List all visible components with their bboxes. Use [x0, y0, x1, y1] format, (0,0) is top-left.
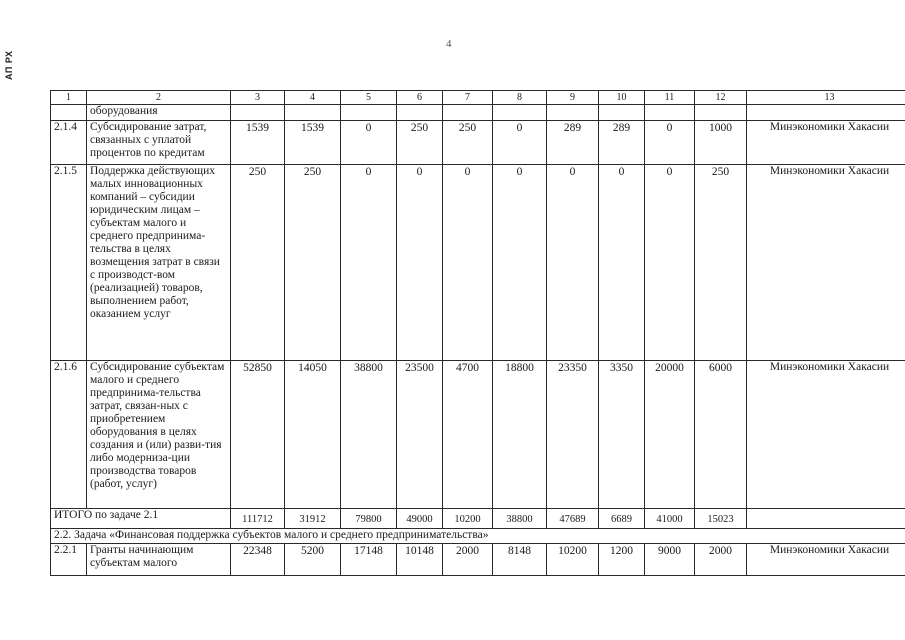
value-cell: 289 — [547, 121, 599, 165]
value-cell: 23350 — [547, 361, 599, 509]
value-cell: 1539 — [285, 121, 341, 165]
task-heading: 2.2. Задача «Финансовая поддержка субъектов малого и среднего предпринимательства» — [51, 529, 905, 544]
value-cell: 10200 — [547, 544, 599, 576]
value-cell: 9000 — [645, 544, 695, 576]
total-value: 31912 — [285, 509, 341, 529]
total-row — [51, 509, 905, 529]
value-cell: 0 — [443, 165, 493, 361]
value-cell: 10148 — [397, 544, 443, 576]
value-cell: 250 — [695, 165, 747, 361]
total-value: 38800 — [493, 509, 547, 529]
header-cell: 4 — [285, 91, 341, 105]
value-cell: 52850 — [231, 361, 285, 509]
header-cell: 11 — [645, 91, 695, 105]
row-number — [51, 105, 87, 121]
continuation-row — [51, 105, 905, 121]
header-cell: 13 — [747, 91, 905, 105]
value-cell: 23500 — [397, 361, 443, 509]
value-cell: 250 — [443, 121, 493, 165]
value-cell: 17148 — [341, 544, 397, 576]
table-row-2-1-5 — [51, 165, 905, 361]
value-cell: 2000 — [443, 544, 493, 576]
header-cell: 10 — [599, 91, 645, 105]
value-cell: 2000 — [695, 544, 747, 576]
total-label: ИТОГО по задаче 2.1 — [51, 509, 231, 529]
value-cell: 0 — [341, 121, 397, 165]
value-cell: 250 — [285, 165, 341, 361]
header-cell: 7 — [443, 91, 493, 105]
executor-cell: Минэкономики Хакасии — [747, 121, 905, 165]
value-cell: 1200 — [599, 544, 645, 576]
value-cell: 250 — [231, 165, 285, 361]
value-cell: 14050 — [285, 361, 341, 509]
table-row-2-2-1 — [51, 544, 905, 576]
value-cell: 0 — [493, 121, 547, 165]
budget-table — [50, 90, 905, 576]
side-mark: АП РХ — [4, 50, 14, 80]
value-cell: 3350 — [599, 361, 645, 509]
header-cell: 3 — [231, 91, 285, 105]
table-row-2-1-6 — [51, 361, 905, 509]
value-cell: 0 — [645, 165, 695, 361]
value-cell: 250 — [397, 121, 443, 165]
header-cell: 12 — [695, 91, 747, 105]
value-cell: 0 — [493, 165, 547, 361]
total-value: 41000 — [645, 509, 695, 529]
total-value: 6689 — [599, 509, 645, 529]
header-cell: 9 — [547, 91, 599, 105]
row-number: 2.1.4 — [51, 121, 87, 165]
total-value: 49000 — [397, 509, 443, 529]
value-cell: 0 — [341, 165, 397, 361]
header-cell: 6 — [397, 91, 443, 105]
executor-cell: Минэкономики Хакасии — [747, 165, 905, 361]
total-value: 79800 — [341, 509, 397, 529]
value-cell: 6000 — [695, 361, 747, 509]
total-value: 15023 — [695, 509, 747, 529]
executor-cell: Минэкономики Хакасии — [747, 544, 905, 576]
row-number: 2.1.6 — [51, 361, 87, 509]
total-value: 111712 — [231, 509, 285, 529]
value-cell: 20000 — [645, 361, 695, 509]
row-description: Поддержка действующих малых инновационных компаний – субсидии юридическим лицам – субъектам малого и среднего предпринима-тельства в целях возмещения затрат в связи с производст-вом (реализацией) товаров, выполнением работ, оказанием услуг — [87, 165, 231, 361]
row-description: оборудования — [87, 105, 231, 121]
value-cell: 289 — [599, 121, 645, 165]
row-description: Субсидирование субъектам малого и среднего предпринима-тельства затрат, связан-ных с приобретением оборудования в целях создания и (или) разви-тия либо модерниза-ции производства товаров (работ, услуг) — [87, 361, 231, 509]
task-2-2-row — [51, 529, 905, 544]
value-cell: 0 — [397, 165, 443, 361]
row-number: 2.2.1 — [51, 544, 87, 576]
total-value: 10200 — [443, 509, 493, 529]
row-number: 2.1.5 — [51, 165, 87, 361]
value-cell: 0 — [547, 165, 599, 361]
table-row-2-1-4 — [51, 121, 905, 165]
header-row — [51, 91, 905, 105]
header-cell: 1 — [51, 91, 87, 105]
value-cell: 0 — [645, 121, 695, 165]
value-cell: 8148 — [493, 544, 547, 576]
row-description: Субсидирование затрат, связанных с уплатой процентов по кредитам — [87, 121, 231, 165]
value-cell: 1000 — [695, 121, 747, 165]
total-executor — [747, 509, 905, 529]
value-cell: 5200 — [285, 544, 341, 576]
header-cell: 2 — [87, 91, 231, 105]
row-description: Гранты начинающим субъектам малого — [87, 544, 231, 576]
value-cell: 0 — [599, 165, 645, 361]
value-cell: 1539 — [231, 121, 285, 165]
value-cell: 18800 — [493, 361, 547, 509]
header-cell: 8 — [493, 91, 547, 105]
header-cell: 5 — [341, 91, 397, 105]
value-cell: 4700 — [443, 361, 493, 509]
value-cell: 22348 — [231, 544, 285, 576]
total-value: 47689 — [547, 509, 599, 529]
executor-cell: Минэкономики Хакасии — [747, 361, 905, 509]
value-cell: 38800 — [341, 361, 397, 509]
page-number: 4 — [446, 38, 452, 50]
